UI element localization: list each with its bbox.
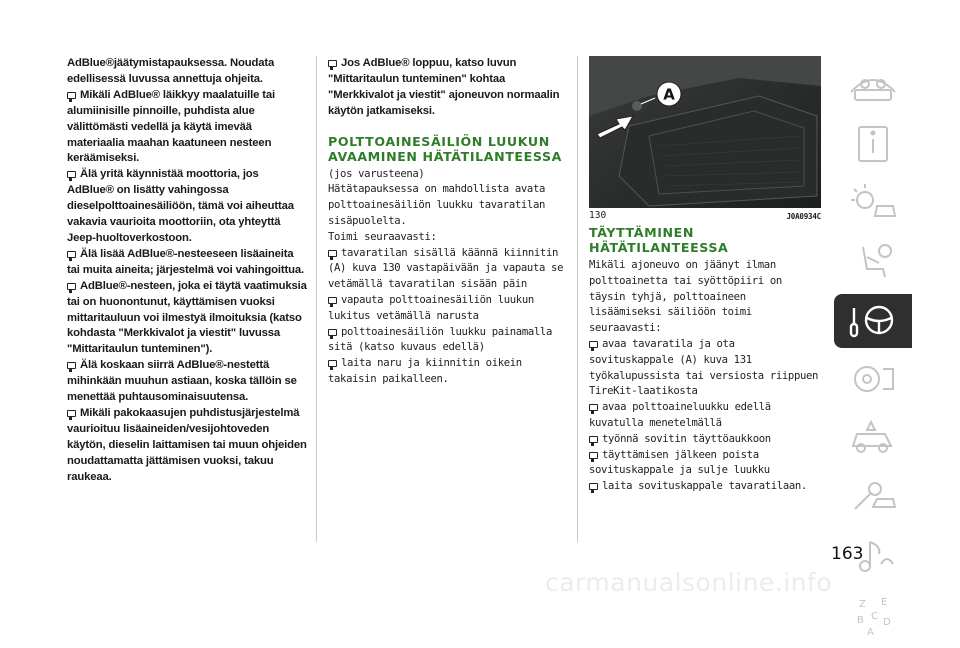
step-item: polttoainesäiliön luukku painamalla sitä (katso kuvaus edellä) [328, 325, 552, 354]
wrench-car-icon [845, 475, 901, 521]
steps-intro: Toimi seuraavasti: [328, 230, 437, 243]
car-emergency-icon [845, 416, 901, 462]
seat-safety-icon [845, 239, 901, 285]
bullet-icon [67, 410, 76, 417]
bullet-item: Älä koskaan siirrä AdBlue®-nestettä mihinkään muuhun astiaan, koska tällöin se menettää puhtausominaisuutensa. [67, 359, 297, 404]
index-letter: E [881, 597, 888, 608]
column-divider [577, 56, 578, 542]
fuel-door-description: Hätätapauksessa on mahdollista avata polttoainesäiliön luukku tavaratilan sisäpuolelta. [328, 183, 546, 228]
bullet-icon [67, 362, 76, 369]
step-item: avaa polttoaineluukku edellä kuvatulla menetelmällä [589, 401, 771, 429]
column-2 [328, 56, 568, 388]
step-item: laita naru ja kiinnitin oikein takaisin paikalleen. [328, 357, 522, 385]
bullet-icon [328, 297, 337, 304]
bullet-item: Älä yritä käynnistää moottoria, jos AdBlue® on lisätty vahingossa dieselpolttoainesäiliöön, tämä voi aiheuttaa vakavia vaurioita moottoriin, ota yhteyttä Jeep-huoltoverkostoon. [67, 168, 294, 244]
tab-lights[interactable] [834, 176, 912, 230]
bullet-icon [67, 92, 76, 99]
index-letter: B [857, 615, 864, 626]
info-book-icon [845, 121, 901, 167]
tab-safety[interactable] [834, 235, 912, 289]
tab-emergency[interactable] [834, 412, 912, 466]
bullet-icon [589, 452, 598, 459]
trunk-interior-illustration [589, 56, 821, 208]
column-3 [589, 56, 821, 495]
section-heading-emergency-refuel: TÄYTTÄMINEN HÄTÄTILANTEESSA [589, 225, 729, 255]
optional-equipment-note: (jos varusteena) [328, 167, 425, 180]
bullet-icon [67, 251, 76, 258]
tab-maintenance[interactable] [834, 471, 912, 525]
bullet-item: Mikäli AdBlue® läikkyy maalatuille tai alumiinisille pinnoille, puhdista alue välittömästi vedellä ja käytä imevää materiaalia maahan kaatuneen nesteen keräämiseksi. [67, 88, 275, 165]
alphabet-index-icon [845, 593, 901, 639]
tab-dashboard[interactable] [834, 58, 912, 112]
emergency-refuel-description: Mikäli ajoneuvo on jäänyt ilman polttoainetta tai syöttöpiiri on täysin tyhjä, polttoaineen lisäämiseksi säiliöön toimi seuraavasti: [589, 259, 782, 335]
bullet-icon [589, 436, 598, 443]
page-number: 163 [831, 544, 864, 564]
figure-callout-label: A [663, 85, 675, 104]
bullet-icon [328, 250, 337, 257]
bullet-icon [328, 60, 337, 67]
section-heading-fuel-door: POLTTOAINESÄILIÖN LUUKUN AVAAMINEN HÄTÄTILANTEESSA [328, 133, 562, 164]
adblue-empty-note: Jos AdBlue® loppuu, katso luvun "Mittaritaulun tunteminen" kohtaa "Merkkivalot ja viestit" ajoneuvon normaalin käytön jatkamiseksi. [328, 57, 560, 117]
bullet-icon [328, 329, 337, 336]
watermark: carmanualsonline.info [545, 568, 833, 597]
warning-lights-icon [845, 357, 901, 403]
key-steering-wheel-icon [845, 298, 901, 344]
column-divider [316, 56, 317, 542]
step-item: laita sovituskappale tavaratilaan. [589, 479, 821, 495]
index-letter: A [867, 627, 874, 638]
index-letter: D [883, 617, 891, 628]
step-item: tavaratilan sisällä käännä kiinnitin (A) kuva 130 vastapäivään ja vapauta se vetämällä tavaratilan sisään päin [328, 246, 564, 291]
index-letter: Z [859, 599, 866, 610]
figure-code: J0A0934C [786, 212, 821, 221]
column-1 [67, 56, 307, 485]
tab-info[interactable] [834, 117, 912, 171]
car-dashboard-icon [845, 62, 901, 108]
bullet-item: AdBlue®-nesteen, joka ei täytä vaatimuksia tai on huonontunut, käyttämisen vuoksi mittaritauluun voi ilmestyä ilmoituksia (katso kohdasta "Merkkivalot ja viestit" luvussa "Mittaritaulun tunteminen"). [67, 279, 307, 356]
step-item: täyttämisen jälkeen poista sovituskappale ja sulje luukku [589, 448, 770, 477]
lights-icon [845, 180, 901, 226]
bullet-icon [67, 171, 76, 178]
paragraph-adblue-freezing: AdBlue®jäätymistapauksessa. Noudata edellisessä luvussa annettuja ohjeita. [67, 57, 275, 85]
bullet-icon [67, 283, 76, 290]
bullet-item: Älä lisää AdBlue®-nesteeseen lisäaineita tai muita aineita; järjestelmä voi vahingoittua. [67, 247, 305, 276]
bullet-icon [589, 404, 598, 411]
tab-starting-driving[interactable] [834, 294, 912, 348]
bullet-item: Mikäli pakokaasujen puhdistusjärjestelmä vaurioituu lisäaineiden/vesijohtoveden käytön, dieselin laittamisen tai muun ohjeiden noudattamatta jättämisen vuoksi, takuu raukeaa. [67, 406, 307, 483]
bullet-icon [328, 360, 337, 367]
tab-warning-lights[interactable] [834, 353, 912, 407]
step-item: vapauta polttoainesäiliön luukun lukitus vetämällä narusta [328, 294, 534, 322]
index-letter: C [871, 611, 878, 622]
step-item: työnnä sovitin täyttöaukkoon [589, 432, 821, 448]
step-item: avaa tavaratila ja ota sovituskappale (A) kuva 131 työkalupussista tai versiosta riippuen TireKit-laatikosta [589, 337, 819, 398]
tab-index[interactable] [834, 589, 912, 643]
figure-130-fuel-door-latch [589, 56, 821, 208]
figure-caption [589, 210, 821, 221]
figure-number: 130 [589, 210, 607, 221]
bullet-icon [589, 483, 598, 490]
fuel-door-body [328, 167, 568, 388]
emergency-refuel-body [589, 258, 821, 495]
bullet-icon [589, 341, 598, 348]
